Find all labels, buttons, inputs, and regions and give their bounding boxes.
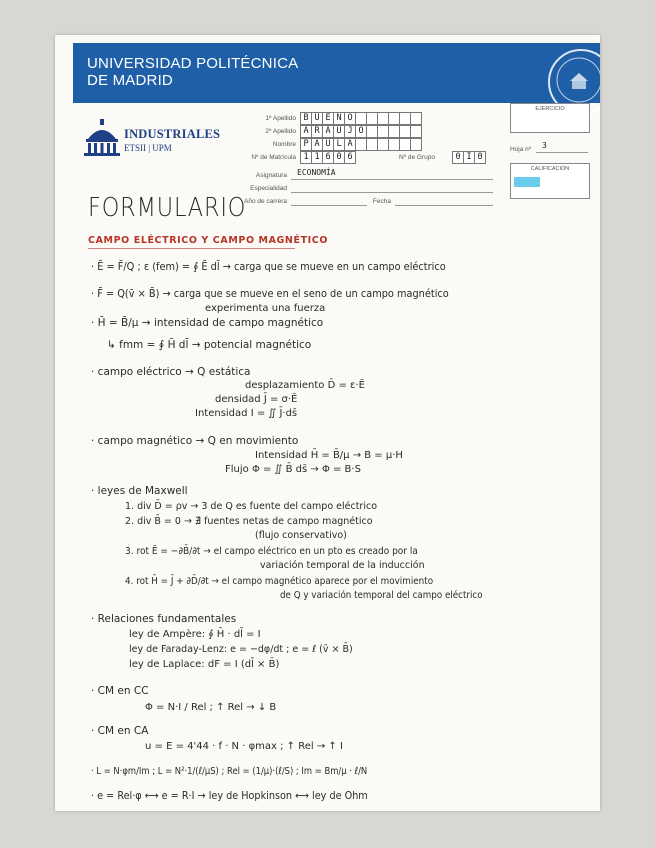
note-line-15: 2. div B̄ = 0 → ∄ fuentes netas de campo magnético [125, 516, 373, 527]
university-line-1: UNIVERSIDAD POLITÉCNICA [87, 55, 299, 72]
dome-icon [82, 117, 122, 159]
nombre-field[interactable] [300, 138, 421, 151]
logo-name: INDUSTRIALES [124, 127, 221, 141]
note-line-7: desplazamiento D̄ = ε·Ē [245, 380, 365, 391]
grupo-field[interactable] [452, 151, 485, 164]
apellido1-field[interactable] [300, 112, 421, 125]
letter-box[interactable] [410, 138, 422, 151]
note-line-3: experimenta una fuerza [205, 303, 326, 314]
asignatura-label: Asignatura [255, 172, 287, 179]
grupo-label: Nº de Grupo [399, 154, 435, 161]
letter-box[interactable]: O [344, 112, 356, 125]
note-line-28: u = E = 4'44 · f · N · φmax ; ↑ Rel → ↑ I [145, 741, 343, 752]
nombre-label: Nombre [272, 141, 296, 148]
note-line-4: · H̄ = B̄/μ → intensidad de campo magnético [91, 317, 324, 329]
apellido1-label: 1º Apellido [265, 115, 296, 122]
note-line-19: 4. rot H̄ = J̄ + ∂D̄/∂t → el campo magnético aparece por el movimiento [125, 576, 434, 587]
letter-box[interactable]: A [322, 125, 334, 138]
letter-box[interactable]: 0 [474, 151, 486, 164]
logo-subtitle: ETSII | UPM [124, 143, 172, 153]
letter-box[interactable]: O [355, 125, 367, 138]
letter-box[interactable]: I [463, 151, 475, 164]
letter-box[interactable]: A [344, 138, 356, 151]
apellido2-field[interactable] [300, 125, 421, 138]
letter-box[interactable] [410, 125, 422, 138]
hoja-field[interactable]: 3 [536, 141, 588, 153]
letter-box[interactable]: 1 [311, 151, 323, 164]
asignatura-field[interactable]: ECONOMÍA [291, 168, 493, 180]
note-line-5: ↳ fmm = ∮ H̄ dl̄ → potencial magnético [107, 339, 312, 351]
note-line-11: Intensidad H̄ = B̄/μ → B = μ·H [255, 450, 403, 461]
letter-box[interactable]: A [311, 138, 323, 151]
note-line-23: ley de Faraday-Lenz: e = −dφ/dt ; e = ℓ (v̄ × B̄) [129, 644, 353, 655]
letter-box[interactable]: J [344, 125, 356, 138]
letter-box[interactable]: N [333, 112, 345, 125]
university-line-2: DE MADRID [87, 72, 173, 89]
matricula-field[interactable] [300, 151, 355, 164]
note-line-24: ley de Laplace: dF = I (dl̄ × B̄) [129, 659, 280, 670]
note-line-13: · leyes de Maxwell [91, 485, 188, 497]
section-underline [88, 248, 295, 249]
hoja-label: Hoja nº [510, 146, 532, 153]
letter-box[interactable]: U [322, 138, 334, 151]
note-line-22: ley de Ampère: ∮ H̄ · dl̄ = I [129, 629, 261, 640]
note-line-27: · CM en CA [91, 725, 149, 737]
industriales-logo [82, 117, 232, 163]
university-banner [73, 43, 600, 103]
letter-box[interactable]: 6 [344, 151, 356, 164]
especialidad-label: Especialidad [250, 185, 287, 192]
letter-box[interactable]: E [322, 112, 334, 125]
note-line-30: · e = Rel·φ ⟷ e = R·I → ley de Hopkinson ⟷ ley de Ohm [91, 790, 368, 802]
note-line-17: 3. rot Ē = −∂B̄/∂t → el campo eléctrico en un pto es creado por la [125, 546, 418, 557]
ejercicio-box[interactable] [510, 103, 590, 133]
letter-box[interactable]: 1 [300, 151, 312, 164]
note-line-18: variación temporal de la inducción [260, 560, 425, 571]
note-line-9: Intensidad I = ∬ J̄·ds̄ [195, 408, 298, 419]
letter-box[interactable]: U [311, 112, 323, 125]
letter-box[interactable]: L [333, 138, 345, 151]
note-line-29: · L = N·φm/Im ; L = N²·1/(ℓ/μS) ; Rel = (1/μ)·(ℓ/S) ; Im = Bm/μ · ℓ/N [91, 766, 368, 777]
letter-box[interactable] [410, 112, 422, 125]
fecha-label: Fecha [372, 198, 391, 205]
note-line-2: · F̄ = Q(v̄ × B̄) → carga que se mueve en el seno de un campo magnético [91, 288, 449, 300]
ejercicio-label: EJERCICIO [535, 106, 565, 112]
sheet-title: FORMULARIO [88, 193, 247, 223]
section-heading: CAMPO ELÉCTRICO Y CAMPO MAGNÉTICO [88, 235, 329, 246]
apellido2-label: 2º Apellido [265, 128, 296, 135]
calificacion-label: CALIFICACIÓN [530, 166, 570, 172]
letter-box[interactable]: P [300, 138, 312, 151]
note-line-1: · Ē = F̄/Q ; ε (fem) = ∮ Ē dl̄ → carga que se mueve en un campo eléctrico [91, 261, 446, 273]
letter-box[interactable]: B [300, 112, 312, 125]
note-line-6: · campo eléctrico → Q estática [91, 366, 251, 378]
highlighter-mark [514, 177, 540, 187]
letter-box[interactable]: 6 [322, 151, 334, 164]
note-line-21: · Relaciones fundamentales [91, 613, 237, 625]
letter-box[interactable]: A [300, 125, 312, 138]
matricula-label: Nº de Matrícula [251, 154, 296, 161]
letter-box[interactable]: R [311, 125, 323, 138]
note-line-20: de Q y variación temporal del campo eléctrico [280, 590, 483, 601]
especialidad-field[interactable] [291, 181, 493, 193]
note-line-8: densidad J̄ = σ·Ē [215, 394, 298, 405]
note-line-14: 1. div D̄ = ρv → 3 de Q es fuente del campo eléctrico [125, 501, 378, 512]
note-line-26: Φ = N·I / Rel ; ↑ Rel → ↓ B [145, 702, 277, 713]
fecha-field[interactable] [395, 194, 493, 206]
note-line-25: · CM en CC [91, 685, 149, 697]
university-name [87, 55, 298, 89]
note-line-12: Flujo Φ = ∬ B̄ ds̄ → Φ = B·S [225, 464, 361, 475]
ano-carrera-label: Año de carrera [244, 198, 287, 205]
letter-box[interactable]: U [333, 125, 345, 138]
letter-box[interactable]: 0 [452, 151, 464, 164]
letter-box[interactable]: 0 [333, 151, 345, 164]
note-line-16: (flujo conservativo) [255, 530, 347, 541]
exam-sheet [55, 35, 600, 811]
note-line-10: · campo magnético → Q en movimiento [91, 435, 299, 447]
